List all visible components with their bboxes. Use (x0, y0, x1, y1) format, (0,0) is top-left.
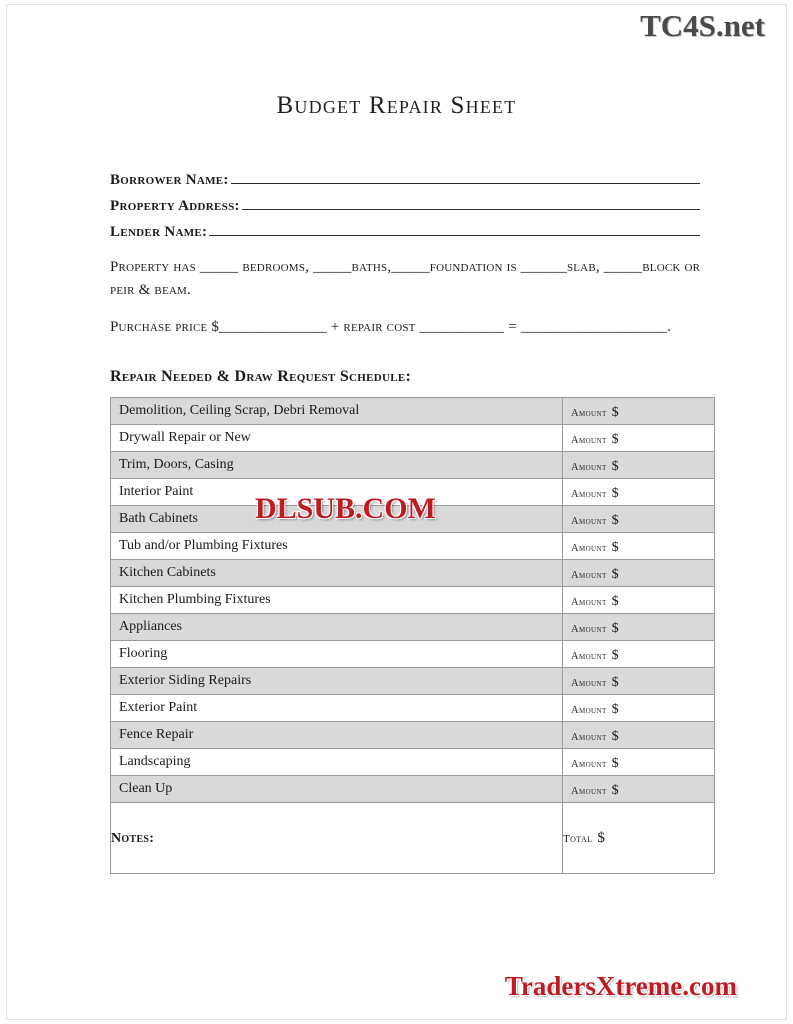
field-lender-name (110, 222, 700, 241)
property-info-paragraph: Property has _____ bedrooms, _____baths,_____foundation is ______slab, _____block or peir & beam. (110, 259, 701, 299)
table-row[interactable] (111, 722, 715, 749)
amount-label: Amount (571, 596, 607, 608)
table-row[interactable] (111, 749, 715, 776)
amount-label: Amount (571, 731, 607, 743)
amount-label: Amount (571, 515, 607, 527)
currency-symbol: $ (611, 728, 619, 744)
table-row[interactable] (111, 479, 715, 506)
currency-symbol: $ (611, 512, 619, 528)
field-label-borrower-name: Borrower Name: (110, 172, 229, 188)
brand-watermark-top: TC4S.net (640, 8, 765, 43)
repair-item-label: Interior Paint (119, 484, 194, 499)
repair-amount-cell[interactable] (563, 750, 714, 775)
currency-symbol: $ (611, 539, 619, 555)
amount-label: Amount (571, 542, 607, 554)
currency-symbol: $ (611, 485, 619, 501)
table-row[interactable] (111, 587, 715, 614)
repair-item-label: Tub and/or Plumbing Fixtures (119, 538, 288, 553)
table-row-notes-total[interactable] (111, 803, 715, 874)
field-input-lender-name[interactable] (209, 222, 700, 236)
repair-amount-cell[interactable] (563, 669, 714, 694)
table-row[interactable] (111, 452, 715, 479)
repair-amount-cell[interactable] (563, 399, 714, 424)
repair-item-label: Trim, Doors, Casing (119, 457, 234, 472)
amount-label: Amount (571, 650, 607, 662)
repair-amount-cell[interactable] (563, 561, 714, 586)
currency-symbol: $ (611, 566, 619, 582)
table-row[interactable] (111, 425, 715, 452)
amount-label: Amount (571, 677, 607, 689)
currency-symbol: $ (611, 431, 619, 447)
field-borrower-name (110, 170, 700, 189)
repair-amount-cell[interactable] (563, 642, 714, 667)
currency-symbol: $ (611, 701, 619, 717)
total-cell[interactable] (563, 803, 715, 874)
repair-amount-cell[interactable] (563, 777, 714, 802)
notes-label: Notes: (111, 831, 155, 846)
repair-item-label: Drywall Repair or New (119, 430, 251, 445)
table-row[interactable] (111, 668, 715, 695)
field-property-address (110, 196, 700, 215)
table-row[interactable] (111, 695, 715, 722)
repair-item-label: Demolition, Ceiling Scrap, Debri Removal (119, 403, 360, 418)
table-row[interactable] (111, 533, 715, 560)
brand-watermark-bottom: TradersXtreme.com (504, 971, 737, 1001)
repair-amount-cell[interactable] (563, 534, 714, 559)
amount-label: Amount (571, 407, 607, 419)
total-label: Total (563, 833, 593, 845)
repair-item-label: Bath Cabinets (119, 511, 198, 526)
repair-item-label: Landscaping (119, 754, 191, 769)
page-title: Budget Repair Sheet (276, 92, 517, 119)
currency-symbol: $ (611, 404, 619, 420)
repair-amount-cell[interactable] (563, 588, 714, 613)
repair-item-label: Exterior Siding Repairs (119, 673, 252, 688)
currency-symbol: $ (611, 647, 619, 663)
notes-cell[interactable] (111, 803, 563, 874)
table-row[interactable] (111, 614, 715, 641)
table-row[interactable] (111, 560, 715, 587)
currency-symbol: $ (611, 674, 619, 690)
repair-schedule-table (110, 397, 715, 874)
amount-label: Amount (571, 785, 607, 797)
amount-label: Amount (571, 704, 607, 716)
currency-symbol: $ (611, 593, 619, 609)
table-row[interactable] (111, 776, 715, 803)
repair-amount-cell[interactable] (563, 480, 714, 505)
currency-symbol: $ (611, 782, 619, 798)
repair-amount-cell[interactable] (563, 615, 714, 640)
repair-item-label: Clean Up (119, 781, 173, 796)
section-heading-repair-schedule: Repair Needed & Draw Request Schedule: (110, 368, 412, 385)
currency-symbol: $ (597, 830, 605, 846)
field-input-property-address[interactable] (242, 196, 700, 210)
field-label-property-address: Property Address: (110, 198, 240, 214)
repair-amount-cell[interactable] (563, 723, 714, 748)
field-label-lender-name: Lender Name: (110, 224, 208, 240)
form-fields (110, 170, 700, 248)
currency-symbol: $ (611, 620, 619, 636)
amount-label: Amount (571, 758, 607, 770)
table-row[interactable] (111, 506, 715, 533)
amount-label: Amount (571, 434, 607, 446)
field-input-borrower-name[interactable] (231, 170, 700, 184)
repair-amount-cell[interactable] (563, 426, 714, 451)
currency-symbol: $ (611, 755, 619, 771)
amount-label: Amount (571, 461, 607, 473)
repair-item-label: Flooring (119, 646, 168, 661)
amount-label: Amount (571, 488, 607, 500)
table-row[interactable] (111, 641, 715, 668)
amount-label: Amount (571, 623, 607, 635)
table-row[interactable] (111, 398, 715, 425)
currency-symbol: $ (611, 458, 619, 474)
repair-amount-cell[interactable] (563, 507, 714, 532)
amount-label: Amount (571, 569, 607, 581)
repair-item-label: Kitchen Plumbing Fixtures (119, 592, 271, 607)
repair-item-label: Fence Repair (119, 727, 194, 742)
repair-amount-cell[interactable] (563, 453, 714, 478)
repair-item-label: Kitchen Cabinets (119, 565, 216, 580)
repair-table-body (111, 398, 715, 874)
repair-item-label: Exterior Paint (119, 700, 198, 715)
price-info-paragraph: Purchase price $______________ + repair cost ___________ = ___________________. (110, 319, 672, 335)
repair-amount-cell[interactable] (563, 696, 714, 721)
repair-item-label: Appliances (119, 619, 182, 634)
center-watermark: DLSUB.COM (255, 492, 436, 525)
